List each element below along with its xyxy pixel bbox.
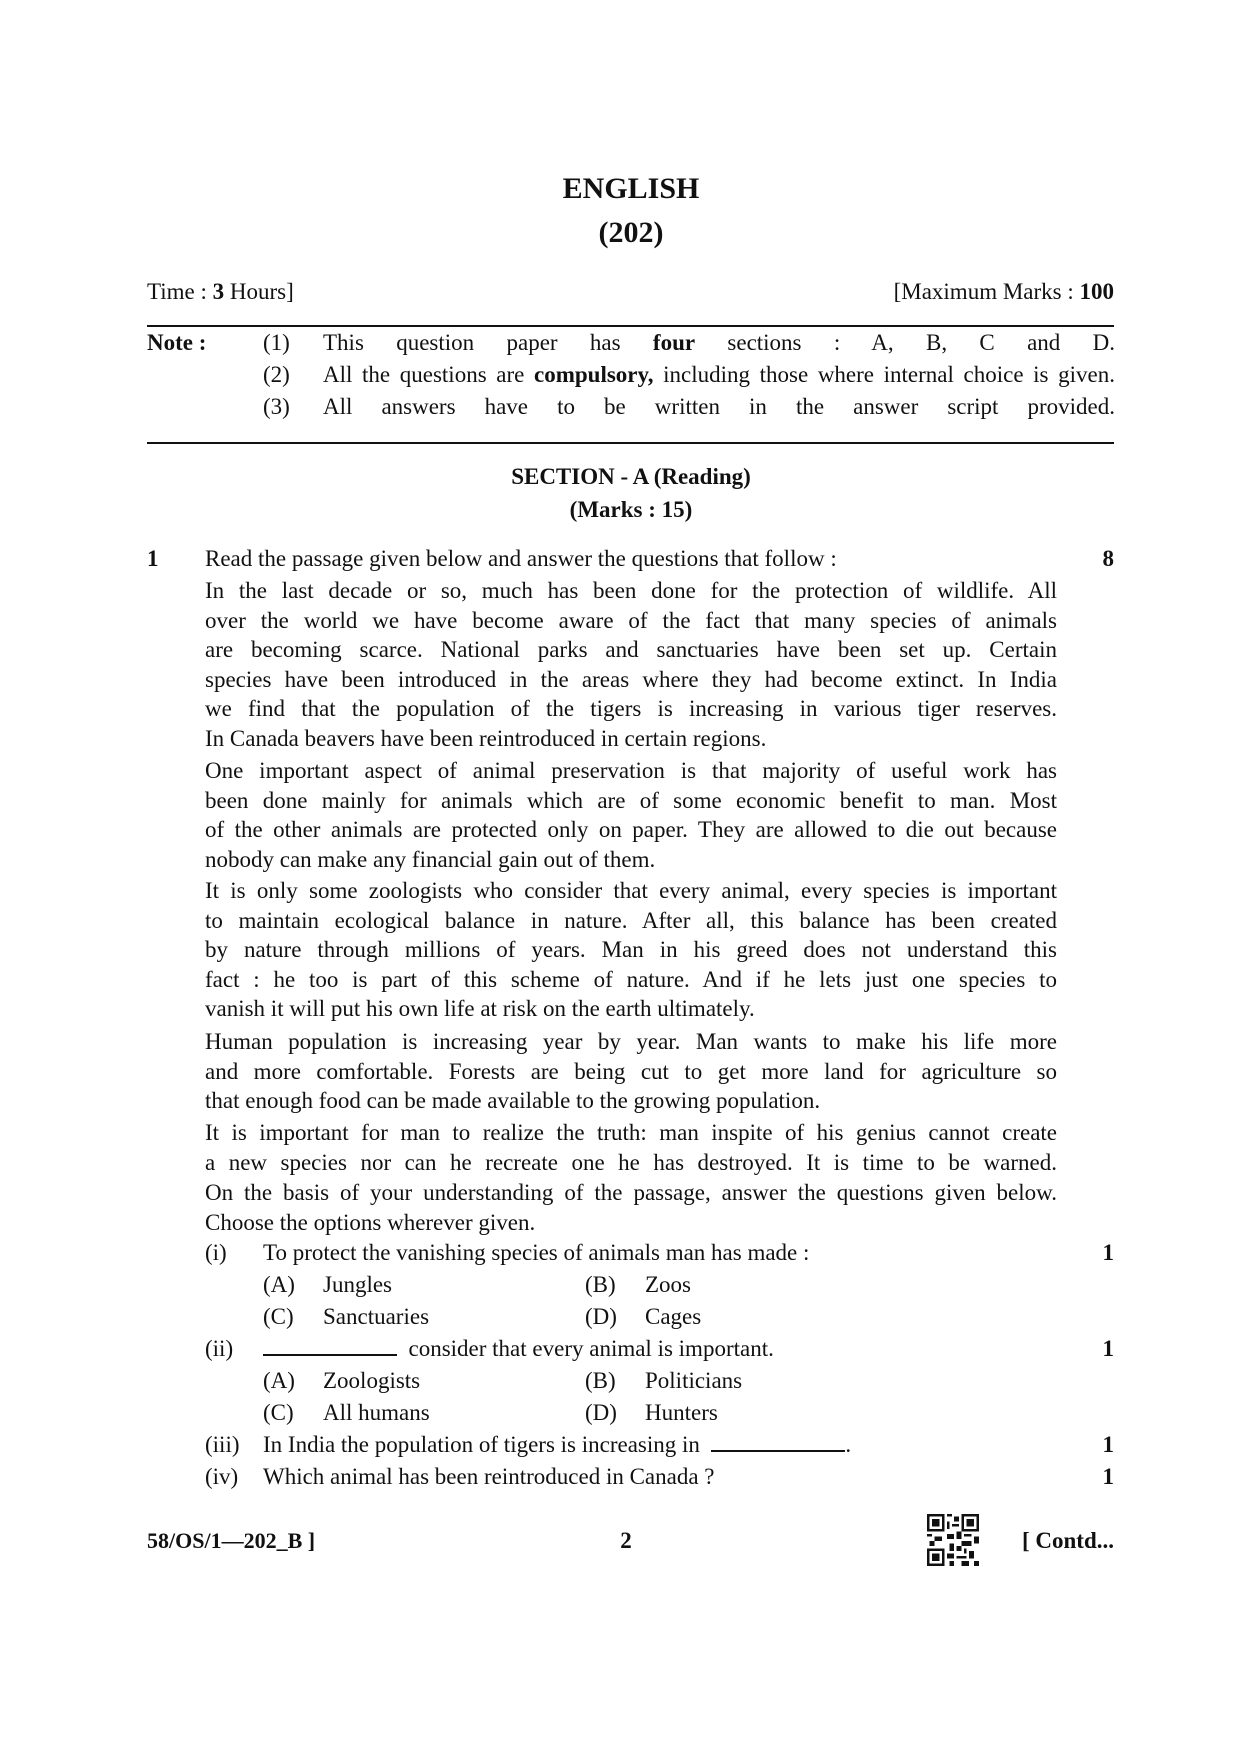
divider-bottom	[147, 442, 1114, 444]
note-item-text: All the questions are compulsory, including those where internal choice is given.	[323, 362, 1115, 387]
subquestion-label: (iii)	[205, 1432, 240, 1457]
answer-blank	[711, 1432, 845, 1452]
instructions-paragraph: On the basis of your understanding of the passage, answer the questions given below. Choose the options wherever given.	[205, 1180, 1057, 1235]
option-letter: (A)	[263, 1368, 295, 1393]
note-item-number: (2)	[263, 362, 290, 387]
note-item-number: (1)	[263, 330, 290, 355]
passage-paragraph: It is only some zoologists who consider that every animal, every species is important to maintain ecological balance in nature. After all, this balance has been created by nature through millions of years. Man in his greed does not understand this fact : he too is part of this scheme of nature. And if he lets just one species to vanish it will put his own life at risk on the earth ultimately.	[205, 878, 1057, 1021]
subquestion-marks: 1	[1102, 1464, 1114, 1489]
subquestion-label: (iv)	[205, 1464, 239, 1489]
divider-top	[147, 325, 1114, 327]
passage-paragraph: Human population is increasing year by year. Man wants to make his life more and more comfortable. Forests are being cut to get more land for agriculture so that enough food can be made available to the growing population.	[205, 1029, 1057, 1113]
option-letter: (B)	[585, 1368, 616, 1393]
option-letter: (D)	[585, 1400, 617, 1425]
question-number: 1	[147, 546, 159, 571]
question-marks: 8	[1102, 546, 1114, 571]
question-intro: Read the passage given below and answer the questions that follow :	[205, 546, 837, 571]
option-letter: (A)	[263, 1272, 295, 1297]
passage-paragraph: It is important for man to realize the truth: man inspite of his genius cannot create a new species nor can he recreate one he has destroyed. It is time to be warned.	[205, 1120, 1057, 1175]
note-item-text: This question paper has four sections : A, B, C and D.	[323, 330, 1115, 355]
subject-code: (202)	[598, 216, 664, 249]
subquestion-text: To protect the vanishing species of animals man has made :	[263, 1240, 810, 1265]
passage-paragraph: In the last decade or so, much has been done for the protection of wildlife. All over the world we have become aware of the fact that many species of animals are becoming scarce. National parks and sanctuaries have been set up. Certain species have been introduced in the areas where they had become extinct. In India we find that the population of the tigers is increasing in various tiger reserves. In Canada beavers have been reintroduced in certain regions.	[205, 578, 1057, 751]
qr-code-icon	[927, 1514, 979, 1566]
option-text: All humans	[323, 1400, 430, 1425]
option-text: Cages	[645, 1304, 702, 1329]
option-text: Politicians	[645, 1368, 743, 1393]
option-letter: (C)	[263, 1400, 294, 1425]
time-allowed: Time : 3 Hours]	[147, 279, 294, 304]
option-letter: (D)	[585, 1304, 617, 1329]
answer-blank	[263, 1336, 397, 1356]
passage-paragraph: One important aspect of animal preservation is that majority of useful work has been done mainly for animals which are of some economic benefit to man. Most of the other animals are protected only on paper. They are allowed to die out because nobody can make any financial gain out of them.	[205, 758, 1057, 872]
subquestion-text: In India the population of tigers is increasing in .	[263, 1432, 852, 1457]
option-text: Jungles	[323, 1272, 392, 1297]
subquestion-marks: 1	[1102, 1432, 1114, 1457]
subquestion-label: (i)	[205, 1240, 227, 1265]
paper-code: 58/OS/1—202_B ]	[147, 1528, 316, 1553]
subject-title: ENGLISH	[562, 172, 700, 205]
section-marks: (Marks : 15)	[569, 497, 693, 522]
continued-marker: [ Contd...	[1021, 1528, 1114, 1553]
page-number: 2	[620, 1528, 632, 1553]
note-item-text: All answers have to be written in the answer script provided.	[323, 394, 1115, 419]
maximum-marks: [Maximum Marks : 100	[893, 279, 1114, 304]
note-label: Note :	[147, 330, 207, 355]
subquestion-label: (ii)	[205, 1336, 234, 1361]
option-letter: (B)	[585, 1272, 616, 1297]
option-letter: (C)	[263, 1304, 294, 1329]
subquestion-text: consider that every animal is important.	[263, 1336, 774, 1362]
option-text: Hunters	[645, 1400, 718, 1425]
subquestion-marks: 1	[1102, 1336, 1114, 1361]
option-text: Sanctuaries	[323, 1304, 430, 1329]
note-item-number: (3)	[263, 394, 290, 419]
option-text: Zoologists	[323, 1368, 421, 1393]
subquestion-marks: 1	[1102, 1240, 1114, 1265]
subquestion-text: Which animal has been reintroduced in Canada ?	[263, 1464, 715, 1489]
option-text: Zoos	[645, 1272, 691, 1297]
section-title: SECTION - A (Reading)	[511, 464, 751, 489]
